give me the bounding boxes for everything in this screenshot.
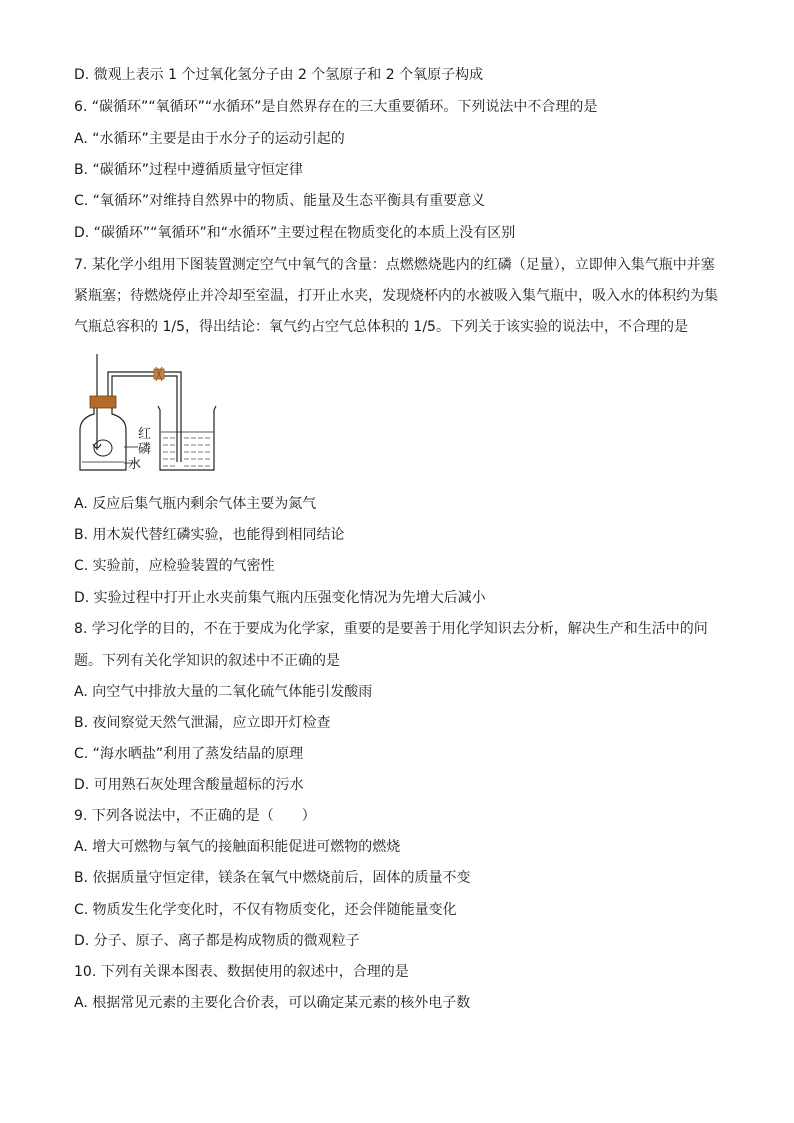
- label-phosphorus: 磷: [138, 442, 152, 457]
- q7-stem-line2: 紧瓶塞；待燃烧停止并冷却至室温，打开止水夹，发现烧杯内的水被吸入集气瓶中，吸入水的体积约为集: [74, 288, 718, 304]
- label-red: 红: [138, 427, 152, 442]
- q9-option-a: A. 增大可燃物与氧气的接触面积能促进可燃物的燃烧: [74, 839, 401, 855]
- q6-option-c: C. “氧循环”对维持自然界中的物质、能量及生态平衡具有重要意义: [74, 193, 486, 209]
- q7-option-d: D. 实验过程中打开止水夹前集气瓶内压强变化情况为先增大后减小: [74, 590, 486, 606]
- q5-option-d: D. 微观上表示 1 个过氧化氢分子由 2 个氢原子和 2 个氧原子构成: [74, 67, 484, 83]
- q7-option-c: C. 实验前，应检验装置的气密性: [74, 558, 275, 574]
- experiment-apparatus-figure: [70, 352, 220, 477]
- q8-stem-line1: 8. 学习化学的目的，不在于要成为化学家，重要的是要善于用化学知识去分析，解决生产和生活中的问: [74, 621, 708, 637]
- q8-option-b: B. 夜间察觉天然气泄漏，应立即开灯检查: [74, 715, 331, 731]
- q6-stem: 6. “碳循环”“氧循环”“水循环”是自然界存在的三大重要循环。下列说法中不合理的是: [74, 99, 598, 115]
- q7-stem-line3: 气瓶总容积的 1/5，得出结论：氧气约占空气总体积的 1/5。下列关于该实验的说法中，不合理的是: [74, 319, 688, 335]
- q9-option-c: C. 物质发生化学变化时，不仅有物质变化，还会伴随能量变化: [74, 902, 457, 918]
- q6-option-d: D. “碳循环”“氧循环”和“水循环”主要过程在物质变化的本质上没有区别: [74, 225, 516, 241]
- q10-stem: 10. 下列有关课本图表、数据使用的叙述中，合理的是: [74, 964, 409, 980]
- q7-option-a: A. 反应后集气瓶内剩余气体主要为氮气: [74, 496, 317, 512]
- q8-option-d: D. 可用熟石灰处理含酸量超标的污水: [74, 777, 304, 793]
- q10-option-a: A. 根据常见元素的主要化合价表，可以确定某元素的核外电子数: [74, 995, 471, 1011]
- label-water: 水: [128, 457, 142, 472]
- q7-option-b: B. 用木炭代替红磷实验，也能得到相同结论: [74, 527, 345, 543]
- q7-stem-line1: 7. 某化学小组用下图装置测定空气中氧气的含量：点燃燃烧匙内的红磷（足量），立即伸入集气瓶中并塞: [74, 257, 715, 273]
- q9-stem: 9. 下列各说法中，不正确的是（ ）: [74, 808, 316, 824]
- q8-stem-line2: 题。下列有关化学知识的叙述中不正确的是: [74, 653, 340, 669]
- q8-option-a: A. 向空气中排放大量的二氧化硫气体能引发酸雨: [74, 684, 373, 700]
- q9-option-d: D. 分子、原子、离子都是构成物质的微观粒子: [74, 933, 360, 949]
- q6-option-a: A. “水循环”主要是由于水分子的运动引起的: [74, 131, 345, 147]
- apparatus-drawing: [70, 352, 220, 477]
- q6-option-b: B. “碳循环”过程中遵循质量守恒定律: [74, 162, 304, 178]
- q9-option-b: B. 依据质量守恒定律，镁条在氧气中燃烧前后，固体的质量不变: [74, 870, 471, 886]
- q8-option-c: C. “海水晒盐”利用了蒸发结晶的原理: [74, 746, 304, 762]
